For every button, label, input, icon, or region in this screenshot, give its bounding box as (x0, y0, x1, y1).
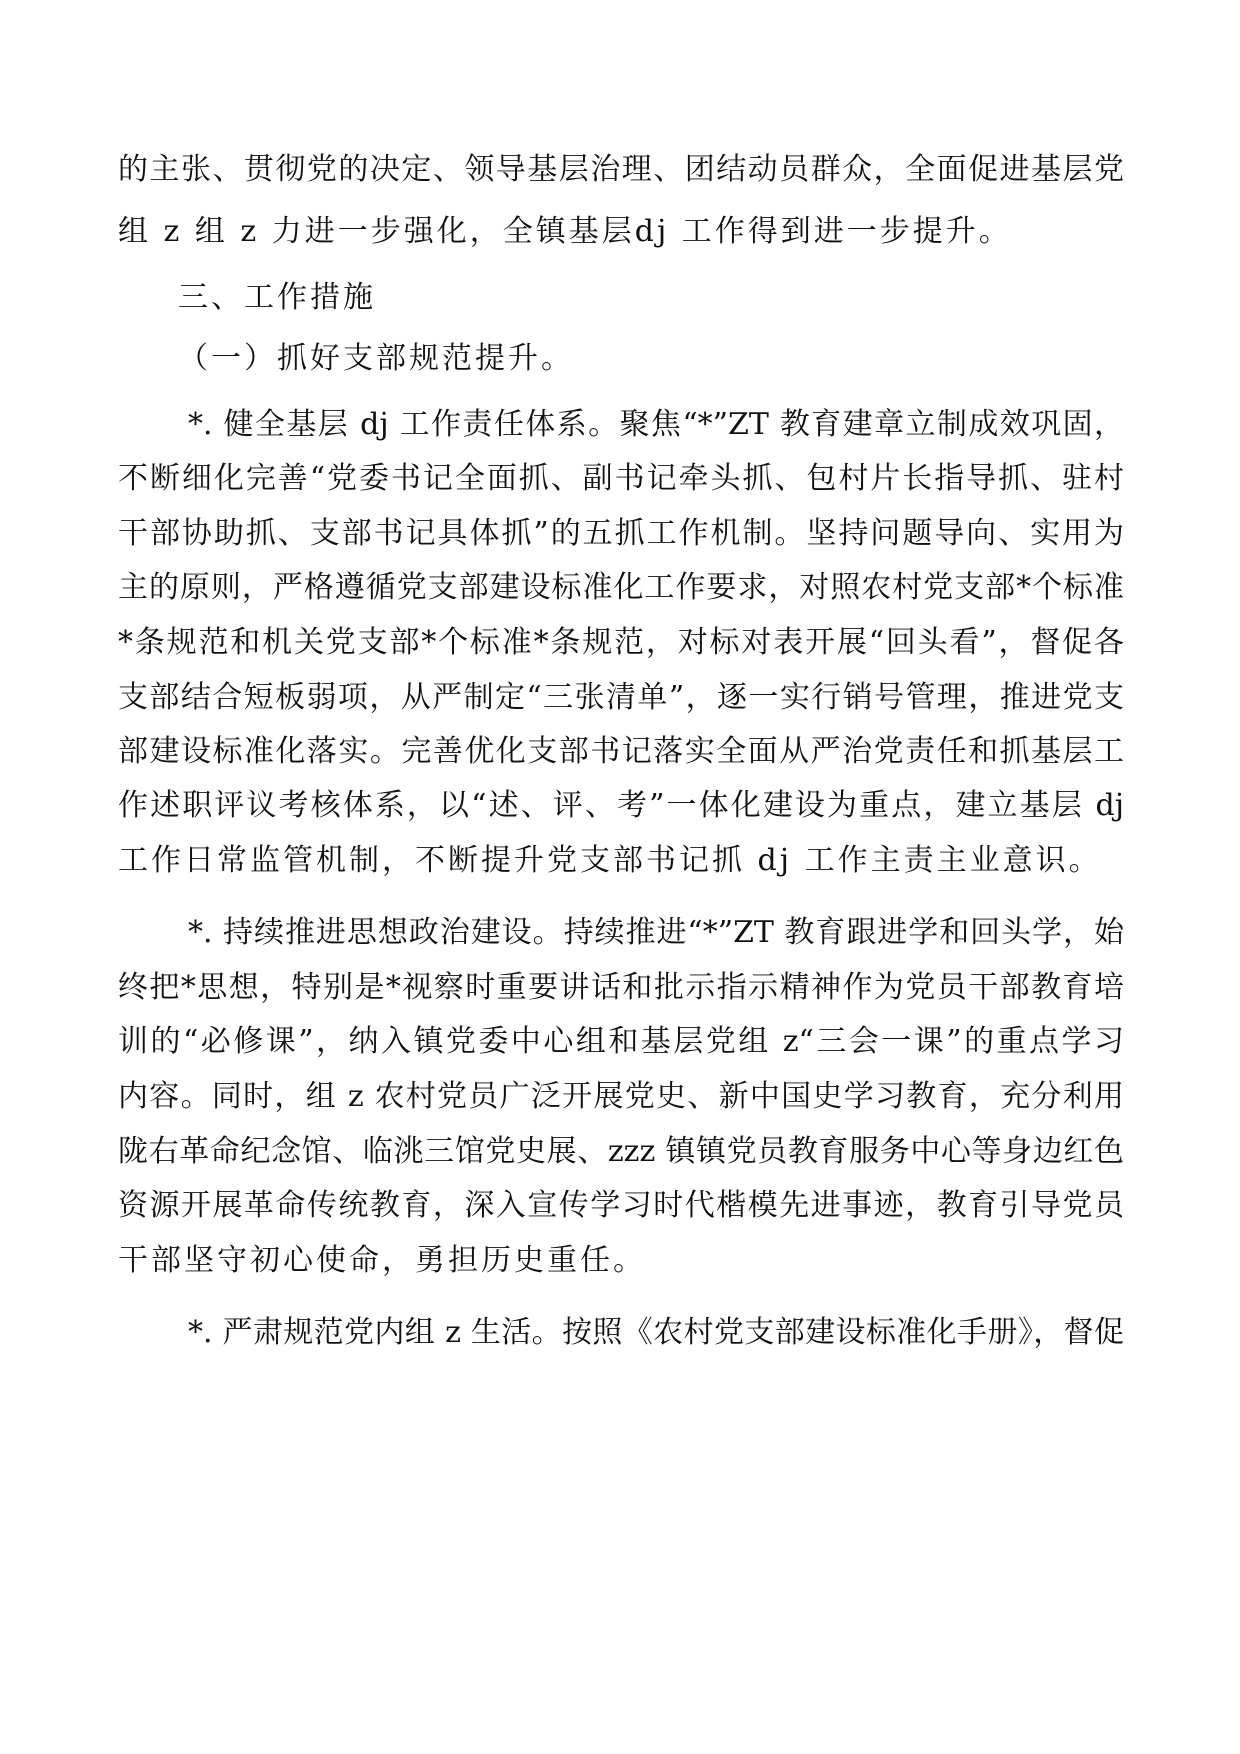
subsection-heading: （一）抓好支部规范提升。 (178, 341, 574, 376)
paragraph-line-4: 不断细化完善“党委书记全面抓、副书记牵头抓、包村片长指导抓、驻村 (118, 461, 1124, 496)
paragraph-line-11: 工作日常监管机制，不断提升党支部书记抓 dj 工作主责主业意识。 (118, 843, 1102, 878)
paragraph-line-5: 干部协助抓、支部书记具体抓”的五抓工作机制。坚持问题导向、实用为 (118, 516, 1124, 551)
paragraph-line-15: 内容。同时，组 z 农村党员广泛开展党史、新中国史学习教育，充分利用 (118, 1079, 1124, 1114)
paragraph-line-8: 支部结合短板弱项，从严制定“三张清单”，逐一实行销号管理，推进党支 (118, 680, 1124, 715)
paragraph-line-7: *条规范和机关党支部*个标准*条规范，对标对表开展“回头看”，督促各 (118, 625, 1124, 660)
paragraph-line-18: 干部坚守初心使命，勇担历史重任。 (118, 1243, 646, 1278)
paragraph-line-10: 作述职评议考核体系，以“述、评、考”一体化建设为重点，建立基层 dj (118, 788, 1124, 823)
section-heading: 三、工作措施 (178, 280, 376, 315)
paragraph-line-2: 组 z 组 z 力进一步强化，全镇基层dj 工作得到进一步提升。 (118, 214, 1012, 249)
paragraph-line-6: 主的原则，严格遵循党支部建设标准化工作要求，对照农村党支部*个标准 (118, 570, 1124, 605)
paragraph-line-16: 陇右革命纪念馆、临洮三馆党史展、zzz 镇镇党员教育服务中心等身边红色 (118, 1134, 1124, 1169)
paragraph-line-1: 的主张、贯彻党的决定、领导基层治理、团结动员群众，全面促进基层党 (118, 152, 1124, 187)
paragraph-line-12: *. 持续推进思想政治建设。持续推进“*”ZT 教育跟进学和回头学，始 (188, 915, 1124, 950)
paragraph-line-14: 训的“必修课”，纳入镇党委中心组和基层党组 z“三会一课”的重点学习 (118, 1024, 1124, 1059)
paragraph-line-17: 资源开展革命传统教育，深入宣传学习时代楷模先进事迹，教育引导党员 (118, 1188, 1124, 1223)
paragraph-line-19: *. 严肃规范党内组 z 生活。按照《农村党支部建设标准化手册》，督促 (188, 1315, 1124, 1350)
paragraph-line-3: *. 健全基层 dj 工作责任体系。聚焦“*”ZT 教育建章立制成效巩固， (188, 407, 1124, 442)
paragraph-line-9: 部建设标准化落实。完善优化支部书记落实全面从严治党责任和抓基层工 (118, 734, 1124, 769)
paragraph-line-13: 终把*思想，特别是*视察时重要讲话和批示指示精神作为党员干部教育培 (118, 970, 1124, 1005)
